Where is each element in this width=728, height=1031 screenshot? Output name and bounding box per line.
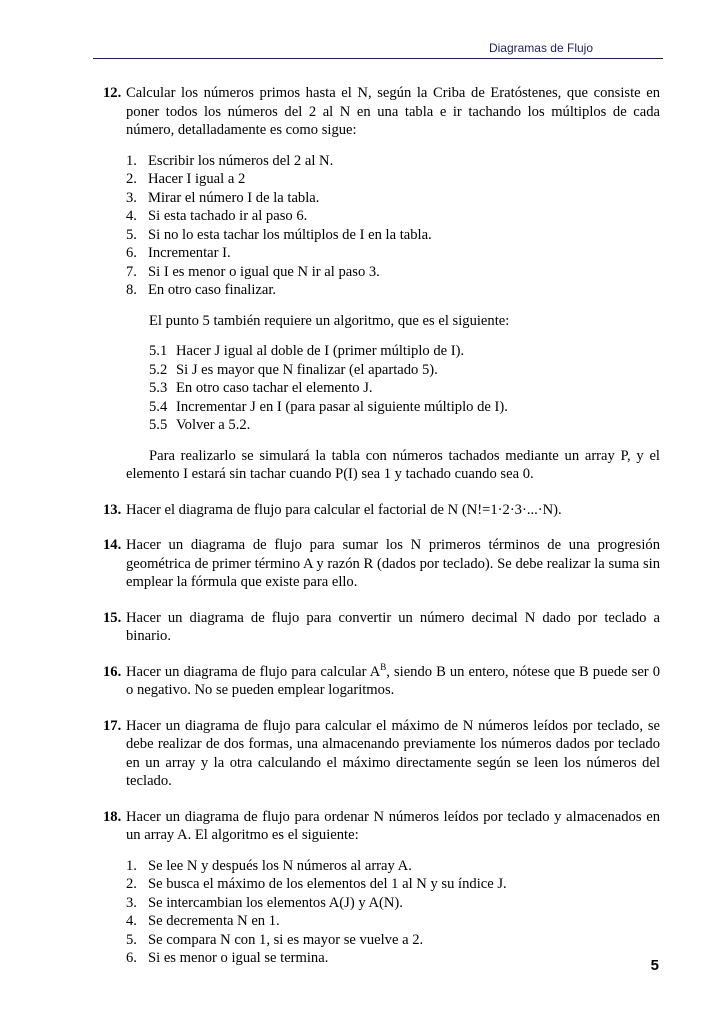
step-text: Hacer I igual a 2 [148,171,246,187]
exercise-number: 12. [103,85,122,101]
step-text: Se intercambian los elementos A(J) y A(N). [148,894,403,911]
step-text: Se busca el máximo de los elementos del 1 al N y su índice J. [148,876,507,892]
step-number: 4. [126,913,137,929]
list-item [126,152,660,171]
step-number: 8. [126,282,137,298]
step-text: Se compara N con 1, si es mayor se vuelve a 2. [148,931,424,948]
step-number: 2. [126,171,137,187]
step-text: Hacer J igual al doble de I (primer múltiplo de I). [176,343,465,359]
step-text: En otro caso tachar el elemento J. [176,380,373,396]
exercise-text: Hacer un diagrama de flujo para calcular el máximo de N números leídos por teclado, se debe realizar de dos formas, una almacenando previamente los números dados por teclado en un array y la otra calculando el máximo directamente según se leen los números del teclado. [126,717,660,789]
superscript-exponent: B [380,661,387,672]
list-item [126,189,660,208]
exercise-13 [103,501,660,520]
step-number: 3. [126,189,137,206]
list-item [126,894,660,913]
list-item [126,207,660,226]
step-text: Mirar el número I de la tabla. [148,189,320,206]
step-number: 1. [126,857,137,874]
list-item [126,912,660,931]
text-segment: Hacer un diagrama de flujo para calcular A [126,663,381,680]
exercise-17 [103,717,660,791]
exercise-number: 15. [103,609,122,626]
step-text: Si I es menor o igual que N ir al paso 3. [148,263,380,280]
exercise-16 [103,663,660,700]
list-item [126,226,660,245]
exercise-note: Para realizarlo se simulará la tabla con números tachados mediante un array P, y el elemento I estará sin tachar cuando P(I) sea 1 y tachado cuando sea 0. [126,447,660,482]
page-number: 5 [650,957,659,974]
exercise-15 [103,609,660,646]
exercise-intro: Calcular los números primos hasta el N, según la Criba de Eratóstenes, que consiste en poner todos los números del 2 al N en una tabla e ir tachando los múltiplos de cada número, detalladamente es como sigue: [126,85,660,138]
exercise-text: Hacer un diagrama de flujo para sumar los N primeros términos de una progresión geométrica de primer término A y razón R (dados por teclado). Se debe realizar la suma sin emplear la fórmula que existe para ello. [126,537,660,590]
exercise-text: Hacer el diagrama de flujo para calcular el factorial de N (N!=1·2·3·...·N). [126,501,562,518]
step-text: Si es menor o igual se termina. [148,950,329,966]
step-number: 5.3 [149,380,168,396]
step-number: 7. [126,263,137,280]
step-number: 5.1 [149,343,168,359]
step-text: Escribir los números del 2 al N. [148,152,334,169]
exercise-number: 14. [103,537,122,553]
exercise-number: 18. [103,808,122,825]
list-item [126,263,660,282]
exercise-18 [103,808,660,968]
step-number: 5.4 [149,398,168,415]
step-text: Si J es mayor que N finalizar (el apartado 5). [176,361,438,378]
steps-list [126,152,660,300]
list-item [149,416,660,435]
step-number: 3. [126,894,137,911]
header-rule [93,58,663,59]
step-text: Si esta tachado ir al paso 6. [148,208,308,224]
exercise-number: 16. [103,663,122,680]
exercise-intro: Hacer un diagrama de flujo para ordenar N números leídos por teclado y almacenados en un array A. El algoritmo es el siguiente: [126,808,660,843]
list-item [126,857,660,876]
step-number: 5. [126,931,137,948]
list-item [126,875,660,894]
list-item [126,281,660,300]
step-text: Incrementar I. [148,245,231,261]
step-text: Se decrementa N en 1. [148,913,280,929]
step-text: Se lee N y después los N números al array A. [148,857,412,874]
step-text: Incrementar J en I (para pasar al siguiente múltiplo de I). [176,398,508,415]
step-text: En otro caso finalizar. [148,282,277,298]
exercise-14 [103,536,660,592]
step-number: 4. [126,208,137,224]
exercise-number: 13. [103,501,122,518]
list-item [126,244,660,263]
step-text: Si no lo esta tachar los múltiplos de I en la tabla. [148,226,432,243]
running-header: Diagramas de Flujo [488,41,593,55]
list-item [126,931,660,950]
step-number: 2. [126,876,137,892]
exercise-text: Hacer un diagrama de flujo para convertir un número decimal N dado por teclado a binario. [126,609,660,644]
list-item [149,398,660,417]
text-segment: , siendo B un entero, nótese que B puede ser 0 o negativo. No se pueden emplear logaritmos. [126,663,660,698]
step-text: Volver a 5.2. [176,417,251,433]
step-number: 6. [126,950,137,966]
exercise-text [126,663,660,700]
step-number: 5. [126,226,137,243]
exercise-number: 17. [103,717,122,734]
list-item [126,170,660,189]
list-item [149,379,660,398]
steps-list [126,857,660,968]
list-item [149,342,660,361]
page-content [103,84,660,985]
sub-steps-list [149,342,660,435]
step-number: 1. [126,152,137,169]
sub-algorithm-intro: El punto 5 también requiere un algoritmo, que es el siguiente: [149,312,510,329]
exercise-12 [103,84,660,484]
step-number: 5.5 [149,417,168,433]
step-number: 6. [126,245,137,261]
list-item [126,949,660,968]
step-number: 5.2 [149,361,168,378]
list-item [149,361,660,380]
